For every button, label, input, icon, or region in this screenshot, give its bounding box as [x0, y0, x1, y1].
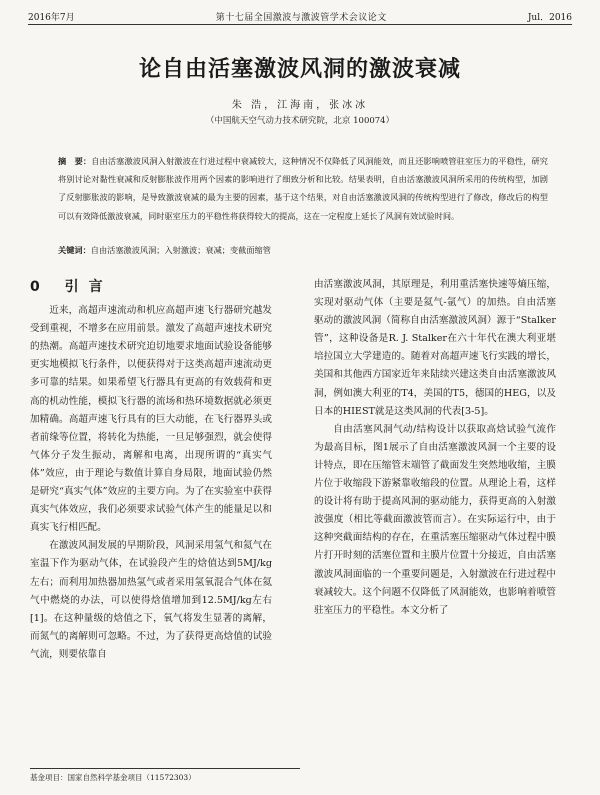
- body-paragraph: 近来，高超声速流动和机应高超声速飞行器研究越发受到重视，不增多在应用前景。激发了高超声速技术研究的热潮。高超声速技术研究迫切地要求地面试验设备能够更实地模拟飞行条件，以便获得对于这类高超声速流动更多可靠的结果。如果希望飞行器具有更高的有效载荷和更高的机动性能，模拟飞行器的流场和热环境数据就必须更加精确。高超声速飞行具有的巨大动能，在飞行器界头或者前缘等位置，将转化为热能，一旦足够强烈，就会使得气体分子发生振动，离解和电离，出现所谓的“真实气体”效应，由于理论与数值计算自身局限，地面试验仍然是研究“真实气体”效应的主要方向。为了在实验室中获得真实气体效应，我们必须要求试验气体产生的能量足以和真实飞行相匹配。: [30, 305, 272, 534]
- paper-title: 论自由活塞激波风洞的激波衰减: [138, 57, 461, 82]
- paper-affiliation: （中国航天空气动力技术研究院，北京 100074）: [205, 116, 395, 126]
- body-paragraph: 由活塞激波风洞，其原理是，利用重活塞快速等熵压缩，实现对驱动气体（主要是氦气-氩气）的加热。自由活塞驱动的激波风洞（简称自由活塞激波风洞）源于“Stalker管”，这种设备是R. J. Stalker在六十年代在澳大利亚堪培拉国立大学建造的。随着对高超声速飞行实践的增长，美国和其他西方国家近年来陆续兴建这类自由活塞激波风洞，例如澳大利亚的T4，美国的T5，德国的HEG，以及日本的HIEST就是这类风洞的代表[3-5]。: [314, 279, 556, 417]
- header-date: 2016年7月: [28, 12, 75, 23]
- keywords-label: 关键词：: [58, 245, 91, 255]
- abstract-text: 自由活塞激波风洞入射激波在行进过程中衰减较大，这种情况不仅降低了风洞能效，而且还影响喷管驻室压力的平稳性，研究将别讨论对黏性衰减和反射膨胀波作用两个因素的影响进行了细致分析和比较。结果表明，自由活塞激波风洞所采用的传统构型，加剧了反射膨胀波的影响，是导致激波衰减的最为主要的因素，基于这个结果，对自由活塞激波风洞的传统构型进行了修改，修改后的构型可以有效降低激波衰减，同时驱室压力的平稳性将获得较大的提高，这在一定程度上延长了风洞有效试验时间。: [58, 156, 548, 221]
- section-title: 引言: [64, 279, 113, 295]
- abstract: [58, 152, 548, 225]
- header-date-en: Jul．2016: [527, 12, 572, 23]
- abstract-label: 摘 要：: [58, 156, 92, 166]
- keywords: [58, 242, 548, 258]
- paper-authors: 朱 浩，江海南，张冰冰: [231, 100, 369, 111]
- section-heading: [30, 278, 272, 296]
- section-number: 0: [30, 279, 50, 295]
- body-paragraph: 自由活塞风洞气动/结构设计以获取高焓试验气流作为最高目标，图1展示了自由活塞激波风洞一个主要的设计特点，即在压缩管末端管了截面发生突然地收缩，主膜片位于收缩段下游紧靠收缩段的位置。从理论上看，这样的设计将有助于提高风洞的驱动能力，获得更高的入射激波强度（相比等截面激波管而言）。在实际运行中，由于这种突截面结构的存在，在重活塞压缩驱动气体过程中膜片打开时刻的活塞位置和主膜片位置十分接近，自由活塞激波风洞面临的一个重要问题是，入射激波在行进过程中衰减较大。这个问题不仅降低了风洞能效，也影响着喷管驻室压力的平稳性。本文分析了: [314, 423, 556, 616]
- right-column: [314, 276, 556, 620]
- left-column: [30, 278, 272, 664]
- keywords-text: 自由活塞激波风洞；入射激波；衰减；变截面缩管: [90, 245, 271, 255]
- header-conference: 第十七届全国激波与激波管学术会议论文: [215, 12, 387, 23]
- footnote-funding: 基金项目：国家自然科学基金项目（11572303）: [30, 768, 300, 783]
- running-header: [28, 8, 572, 25]
- body-paragraph: 在激波风洞发展的早期阶段，风洞采用氢气和氦气在室温下作为驱动气体，在试验段产生的焓值达到5MJ/kg左右；而利用加热器加热氢气或者采用氢氧混合气体在氦气中燃烧的办法，可以使得焓值增加到12.5MJ/kg左右[1]。在这种量级的焓值之下，氧气将发生显著的离解，而氮气的离解则可忽略。不过，为了获得更高焓值的试验气流，则要依靠自: [30, 540, 272, 660]
